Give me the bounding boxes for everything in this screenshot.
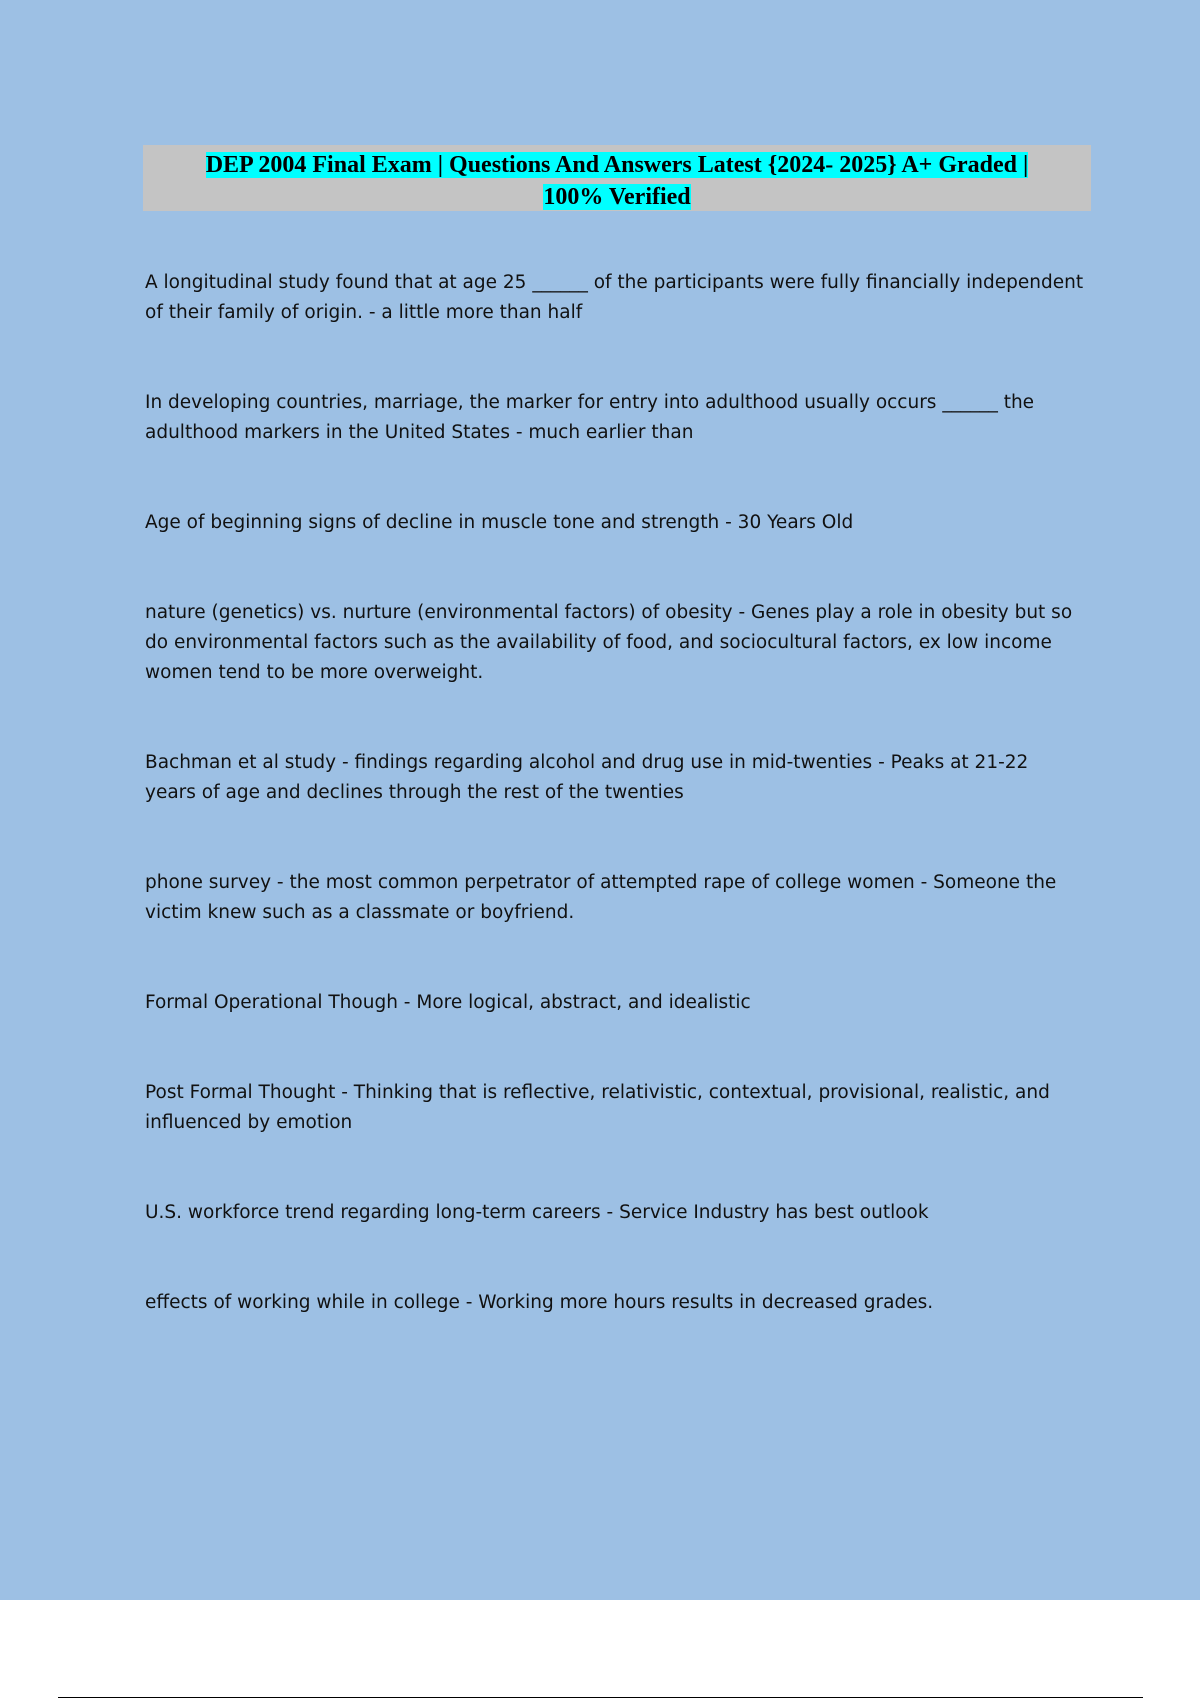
qa-item: U.S. workforce trend regarding long-term careers - Service Industry has best outlook	[145, 1202, 929, 1223]
document-title	[143, 145, 1091, 211]
qa-item: nature (genetics) vs. nurture (environmental factors) of obesity - Genes play a role in obesity but so do environmental factors such as the availability of food, and sociocultural factors, ex low income women tend to be more overweight.	[145, 602, 1073, 683]
qa-item: phone survey - the most common perpetrator of attempted rape of college women - Someone the victim knew such as a classmate or boyfriend.	[145, 872, 1057, 923]
qa-item: Bachman et al study - findings regarding alcohol and drug use in mid-twenties - Peaks at 21-22 years of age and declines through the rest of the twenties	[145, 752, 1029, 803]
qa-item: Formal Operational Though - More logical, abstract, and idealistic	[145, 992, 751, 1013]
footer-divider	[58, 1697, 1143, 1698]
qa-item: Age of beginning signs of decline in muscle tone and strength - 30 Years Old	[145, 512, 854, 533]
qa-item: A longitudinal study found that at age 25 ______ of the participants were fully financially independent of their family of origin. - a little more than half	[145, 272, 1084, 323]
qa-item: effects of working while in college - Working more hours results in decreased grades.	[145, 1292, 934, 1313]
title-line-2: 100% Verified	[543, 184, 691, 210]
qa-item: Post Formal Thought - Thinking that is reflective, relativistic, contextual, provisional, realistic, and influenced by emotion	[145, 1082, 1050, 1133]
qa-list	[145, 268, 1085, 1318]
title-line-1: DEP 2004 Final Exam | Questions And Answers Latest {2024- 2025} A+ Graded |	[205, 152, 1029, 178]
qa-item: In developing countries, marriage, the marker for entry into adulthood usually occurs ______ the adulthood markers in the United States - much earlier than	[145, 392, 1035, 443]
